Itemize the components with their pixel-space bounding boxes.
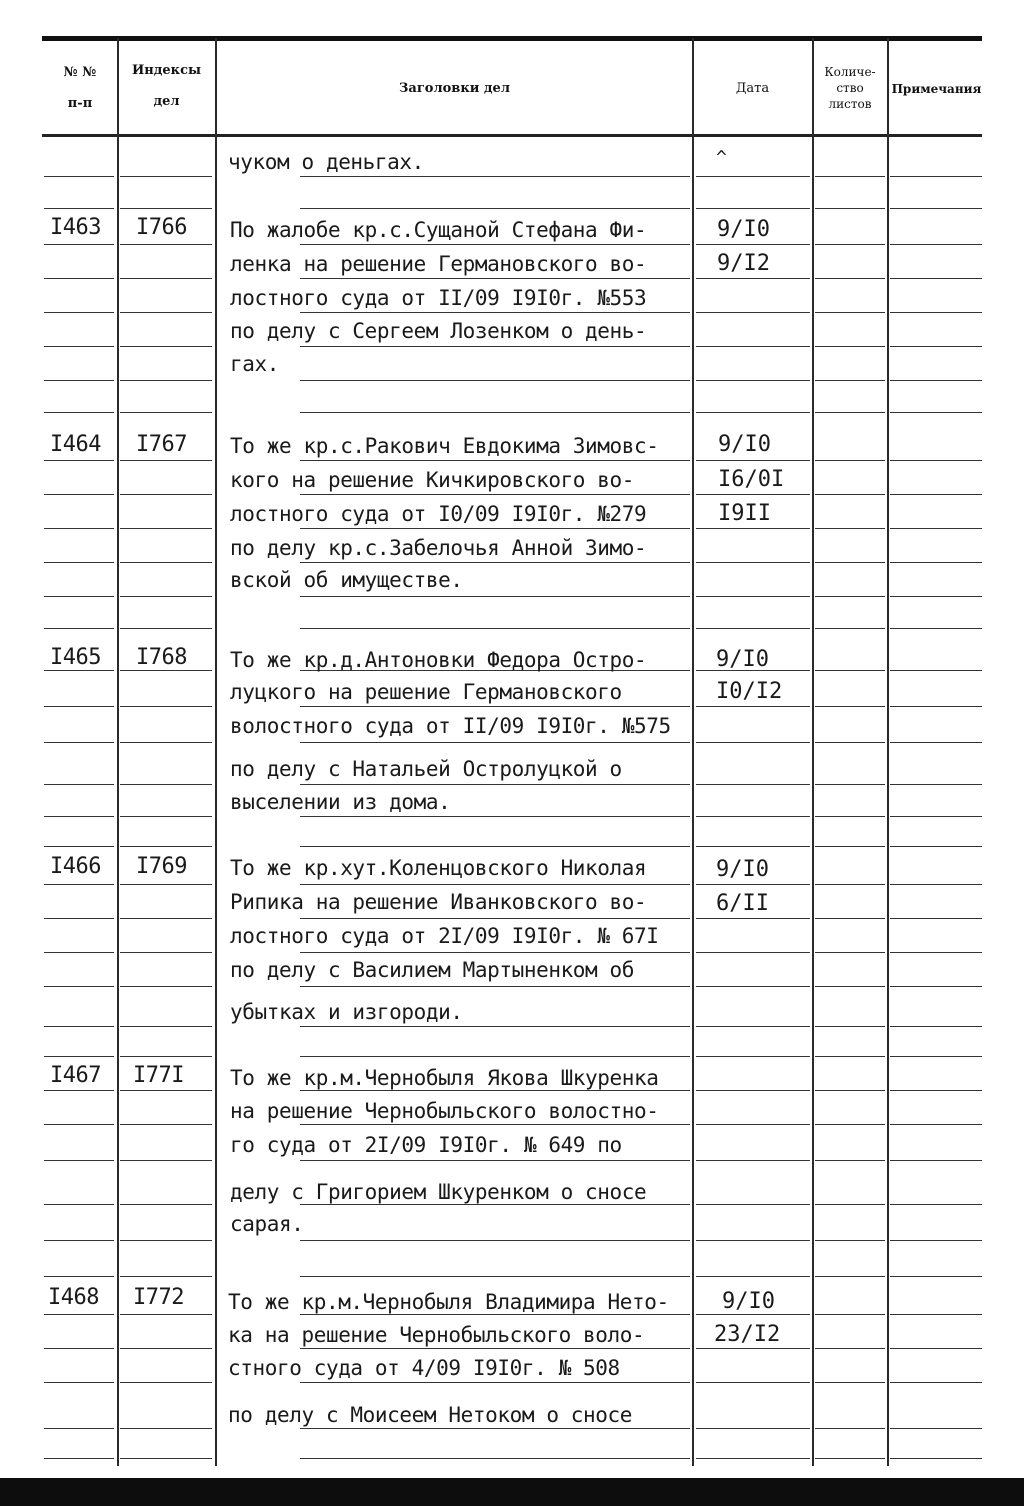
ruled-line (44, 278, 114, 279)
ruled-line (120, 1160, 212, 1161)
date-line: I9II (718, 501, 771, 526)
ruled-line (890, 952, 982, 953)
ruled-line (120, 562, 212, 563)
ruled-line (890, 884, 982, 885)
ruled-line (300, 460, 690, 461)
ruled-line (300, 208, 690, 209)
ruled-line (120, 312, 212, 313)
column-divider (692, 38, 694, 1466)
ruled-line (815, 1348, 885, 1349)
ruled-line (300, 784, 690, 785)
title-line: по делу с Моисеем Нетоком о сносе (228, 1403, 633, 1427)
ruled-line (815, 312, 885, 313)
ruled-line (120, 670, 212, 671)
ruled-line (815, 670, 885, 671)
ruled-line (815, 1428, 885, 1429)
ruled-line (815, 1124, 885, 1125)
ruled-line (890, 1348, 982, 1349)
title-line: То же кр.м.Чернобыля Владимира Нето- (228, 1290, 669, 1314)
ruled-line (120, 528, 212, 529)
ruled-line (120, 244, 212, 245)
ruled-line (815, 784, 885, 785)
ruled-line (696, 1090, 810, 1091)
title-line: Рипика на решение Иванковского во- (230, 890, 647, 914)
ruled-line (300, 628, 690, 629)
ruled-line (120, 208, 212, 209)
date-line: 9/I0 (717, 217, 770, 242)
ruled-line (696, 706, 810, 707)
ruled-line (120, 1026, 212, 1027)
ruled-line (815, 628, 885, 629)
ruled-line (120, 494, 212, 495)
ruled-line (890, 278, 982, 279)
date-line: ^ (716, 147, 727, 168)
ruled-line (890, 1056, 982, 1057)
ruled-line (44, 1458, 114, 1459)
ruled-line (696, 742, 810, 743)
ruled-line (696, 784, 810, 785)
title-line: сарая. (230, 1212, 304, 1236)
ruled-line (815, 1090, 885, 1091)
ruled-line (696, 1124, 810, 1125)
ruled-line (815, 816, 885, 817)
title-line: на решение Чернобыльского волостно- (230, 1099, 659, 1123)
ruled-line (44, 1240, 114, 1241)
ruled-line (815, 742, 885, 743)
ruled-line (696, 528, 810, 529)
ruled-line (44, 562, 114, 563)
ruled-line (44, 952, 114, 953)
ruled-line (300, 278, 690, 279)
ruled-line (300, 1056, 690, 1057)
date-line: I0/I2 (716, 679, 783, 704)
ruled-line (696, 278, 810, 279)
ruled-line (815, 528, 885, 529)
ruled-line (815, 1026, 885, 1027)
ruled-line (120, 1382, 212, 1383)
date-line: 9/I2 (717, 251, 770, 276)
ruled-line (890, 312, 982, 313)
ruled-line (300, 816, 690, 817)
ruled-line (300, 528, 690, 529)
ruled-line (815, 278, 885, 279)
ruled-line (815, 244, 885, 245)
title-line: стного суда от 4/09 I9I0г. № 508 (228, 1356, 620, 1380)
title-line: го суда от 2I/09 I9I0г. № 649 по (230, 1133, 622, 1157)
ruled-line (300, 1240, 690, 1241)
ruled-line (300, 1428, 690, 1429)
ruled-line (120, 816, 212, 817)
ruled-line (696, 1382, 810, 1383)
ruled-line (890, 1124, 982, 1125)
ruled-line (120, 460, 212, 461)
ruled-line (696, 596, 810, 597)
date-line: 6/II (716, 891, 769, 916)
ruled-line (890, 986, 982, 987)
ruled-line (696, 628, 810, 629)
ruled-line (44, 628, 114, 629)
ruled-line (890, 562, 982, 563)
column-divider (812, 38, 814, 1466)
ruled-line (44, 706, 114, 707)
ruled-line (890, 1428, 982, 1429)
ruled-line (815, 494, 885, 495)
ruled-line (120, 706, 212, 707)
title-line: по делу кр.с.Забелочья Анной Зимо- (230, 536, 647, 560)
title-line: по делу с Сергеем Лозенком о день- (230, 319, 647, 343)
ruled-line (300, 380, 690, 381)
ruled-line (890, 784, 982, 785)
ruled-line (44, 412, 114, 413)
ruled-line (890, 816, 982, 817)
date-line: 23/I2 (714, 1322, 781, 1347)
ruled-line (696, 412, 810, 413)
row-index: I772 (133, 1285, 184, 1310)
ruled-line (815, 1458, 885, 1459)
ruled-line (696, 918, 810, 919)
ruled-line (300, 952, 690, 953)
row-number: I465 (50, 645, 101, 670)
ruled-line (300, 1124, 690, 1125)
ruled-line (696, 986, 810, 987)
title-line: вской об имуществе. (230, 568, 463, 592)
title-line: лостного суда от I0/09 I9I0г. №279 (230, 502, 647, 526)
ruled-line (44, 176, 114, 177)
ruled-line (300, 312, 690, 313)
title-line: волостного суда от II/09 I9I0г. №575 (230, 714, 671, 738)
ruled-line (815, 918, 885, 919)
ruled-line (890, 1160, 982, 1161)
ruled-line (120, 846, 212, 847)
ruled-line (44, 846, 114, 847)
ruled-line (300, 884, 690, 885)
ruled-line (300, 494, 690, 495)
ruled-line (696, 1204, 810, 1205)
ruled-line (696, 494, 810, 495)
ruled-line (890, 1276, 982, 1277)
ruled-line (815, 346, 885, 347)
title-line: по делу с Натальей Остролуцкой о (230, 757, 622, 781)
ruled-line (120, 1428, 212, 1429)
ruled-line (696, 1276, 810, 1277)
ruled-line (120, 628, 212, 629)
ruled-line (44, 1276, 114, 1277)
ruled-line (815, 412, 885, 413)
ruled-line (696, 460, 810, 461)
ruled-line (890, 1240, 982, 1241)
ruled-line (120, 1314, 212, 1315)
ruled-line (44, 784, 114, 785)
ruled-line (44, 1348, 114, 1349)
bottom-edge (0, 1478, 1024, 1506)
ruled-line (300, 918, 690, 919)
ruled-line (44, 670, 114, 671)
title-line: выселении из дома. (230, 790, 451, 814)
ruled-line (44, 742, 114, 743)
ruled-line (696, 1026, 810, 1027)
ruled-line (300, 1276, 690, 1277)
top-rule (42, 36, 982, 41)
ruled-line (815, 1160, 885, 1161)
ruled-line (120, 784, 212, 785)
title-line: То же кр.м.Чернобыля Якова Шкуренка (230, 1066, 659, 1090)
ruled-line (44, 1160, 114, 1161)
ruled-line (696, 1314, 810, 1315)
ruled-line (815, 1240, 885, 1241)
ruled-line (44, 1314, 114, 1315)
ruled-line (815, 1056, 885, 1057)
ruled-line (120, 986, 212, 987)
ruled-line (300, 1314, 690, 1315)
ruled-line (120, 380, 212, 381)
ruled-line (120, 412, 212, 413)
ruled-line (696, 244, 810, 245)
row-number: I464 (50, 432, 101, 457)
ruled-line (890, 346, 982, 347)
ruled-line (696, 816, 810, 817)
ruled-line (300, 412, 690, 413)
ruled-line (300, 562, 690, 563)
ruled-line (815, 952, 885, 953)
ruled-line (890, 1026, 982, 1027)
column-divider (215, 38, 217, 1466)
ruled-line (44, 380, 114, 381)
ruled-line (815, 562, 885, 563)
row-index: I769 (136, 854, 187, 879)
ruled-line (120, 1276, 212, 1277)
ruled-line (696, 176, 810, 177)
header-date: Дата (735, 81, 770, 96)
title-line: По жалобе кр.с.Сущаной Стефана Фи- (230, 218, 647, 242)
ruled-line (300, 1348, 690, 1349)
header-index: Индексы дел (131, 63, 202, 109)
ruled-line (890, 380, 982, 381)
ruled-line (890, 176, 982, 177)
ruled-line (696, 1458, 810, 1459)
ruled-line (696, 562, 810, 563)
ruled-line (890, 1090, 982, 1091)
ruled-line (120, 1056, 212, 1057)
title-line: ленка на решение Германовского во- (230, 252, 647, 276)
header-titles: Заголовки дел (399, 81, 510, 96)
ruled-line (815, 380, 885, 381)
ruled-line (44, 1204, 114, 1205)
ruled-line (890, 628, 982, 629)
ruled-line (890, 528, 982, 529)
ruled-line (120, 742, 212, 743)
date-line: 9/I0 (722, 1289, 775, 1314)
ruled-line (696, 208, 810, 209)
ruled-line (44, 884, 114, 885)
ruled-line (696, 846, 810, 847)
ruled-line (44, 1090, 114, 1091)
ruled-line (300, 1204, 690, 1205)
ruled-line (44, 460, 114, 461)
title-line: лостного суда от II/09 I9I0г. №553 (230, 286, 647, 310)
title-line: чуком о деньгах. (228, 150, 424, 174)
ruled-line (120, 884, 212, 885)
ruled-line (815, 884, 885, 885)
ruled-line (890, 494, 982, 495)
ruled-line (815, 596, 885, 597)
ruled-line (120, 176, 212, 177)
ruled-line (696, 312, 810, 313)
ruled-line (300, 1458, 690, 1459)
ruled-line (44, 596, 114, 597)
column-divider (887, 38, 889, 1466)
ruled-line (120, 918, 212, 919)
ruled-line (44, 244, 114, 245)
ruled-line (815, 208, 885, 209)
ruled-line (120, 596, 212, 597)
ruled-line (300, 846, 690, 847)
ruled-line (44, 1428, 114, 1429)
title-line: делу с Григорием Шкуренком о сносе (230, 1180, 647, 1204)
ruled-line (815, 1276, 885, 1277)
ruled-line (44, 986, 114, 987)
title-line: убытках и изгороди. (230, 1000, 463, 1024)
ruled-line (300, 1026, 690, 1027)
ruled-line (815, 176, 885, 177)
title-line: по делу с Василием Мартыненком об (230, 958, 635, 982)
row-index: I766 (136, 215, 187, 240)
ruled-line (815, 1204, 885, 1205)
ruled-line (890, 244, 982, 245)
date-line: 9/I0 (718, 432, 771, 457)
row-index: I768 (136, 645, 187, 670)
ruled-line (300, 1090, 690, 1091)
ruled-line (696, 884, 810, 885)
ruled-line (815, 1382, 885, 1383)
ruled-line (696, 1428, 810, 1429)
row-number: I467 (50, 1063, 101, 1088)
ruled-line (44, 1026, 114, 1027)
ruled-line (890, 208, 982, 209)
header-rule (42, 134, 982, 137)
ruled-line (300, 986, 690, 987)
header-sheets: Количе- ство листов (824, 65, 876, 111)
title-line: ка на решение Чернобыльского воло- (228, 1323, 645, 1347)
ruled-line (300, 1160, 690, 1161)
ruled-line (890, 1314, 982, 1315)
title-line: лостного суда от 2I/09 I9I0г. № 67I (230, 924, 659, 948)
date-line: 9/I0 (716, 647, 769, 672)
title-line: кого на решение Кичкировского во- (230, 468, 635, 492)
ruled-line (815, 1314, 885, 1315)
ruled-line (815, 986, 885, 987)
row-number: I468 (48, 1285, 99, 1310)
ruled-line (890, 706, 982, 707)
header-notes: Примечания (891, 82, 982, 96)
ruled-line (44, 312, 114, 313)
ruled-line (890, 742, 982, 743)
ruled-line (300, 176, 690, 177)
ruled-line (120, 1458, 212, 1459)
ruled-line (120, 1204, 212, 1205)
ruled-line (120, 278, 212, 279)
row-number: I463 (50, 215, 101, 240)
title-line: То же кр.д.Антоновки Федора Остро- (230, 648, 647, 672)
ruled-line (815, 846, 885, 847)
column-divider (117, 38, 119, 1466)
ruled-line (120, 1240, 212, 1241)
ruled-line (44, 1124, 114, 1125)
ruled-line (44, 494, 114, 495)
ruled-line (890, 918, 982, 919)
title-line: луцкого на решение Германовского (230, 680, 622, 704)
ruled-line (44, 528, 114, 529)
ruled-line (696, 346, 810, 347)
ruled-line (44, 346, 114, 347)
ruled-line (890, 1382, 982, 1383)
title-line: То же кр.хут.Коленцовского Николая (230, 856, 647, 880)
ruled-line (890, 1204, 982, 1205)
ruled-line (120, 346, 212, 347)
ruled-line (120, 1090, 212, 1091)
ruled-line (890, 460, 982, 461)
header-number: № № п-п (63, 65, 97, 111)
ruled-line (300, 596, 690, 597)
ruled-line (44, 1056, 114, 1057)
ruled-line (44, 816, 114, 817)
title-line: То же кр.с.Ракович Евдокима Зимовс- (230, 434, 659, 458)
row-number: I466 (50, 854, 101, 879)
row-index: I77I (133, 1063, 184, 1088)
ruled-line (120, 1124, 212, 1125)
date-line: I6/0I (718, 467, 785, 492)
ruled-line (44, 1382, 114, 1383)
ruled-line (815, 706, 885, 707)
ruled-line (44, 918, 114, 919)
ruled-line (815, 460, 885, 461)
ruled-line (696, 952, 810, 953)
ruled-line (890, 846, 982, 847)
ruled-line (696, 1160, 810, 1161)
ruled-line (300, 244, 690, 245)
ruled-line (890, 1458, 982, 1459)
ruled-line (300, 346, 690, 347)
title-line: гах. (230, 352, 279, 376)
ruled-line (300, 706, 690, 707)
ruled-line (696, 1240, 810, 1241)
date-line: 9/I0 (716, 857, 769, 882)
row-index: I767 (136, 432, 187, 457)
ruled-line (120, 952, 212, 953)
ruled-line (300, 742, 690, 743)
ruled-line (120, 1348, 212, 1349)
ruled-line (890, 412, 982, 413)
ruled-line (696, 1056, 810, 1057)
ruled-line (696, 380, 810, 381)
ruled-line (890, 596, 982, 597)
ruled-line (300, 1382, 690, 1383)
ruled-line (890, 670, 982, 671)
ruled-line (696, 1348, 810, 1349)
ruled-line (44, 208, 114, 209)
